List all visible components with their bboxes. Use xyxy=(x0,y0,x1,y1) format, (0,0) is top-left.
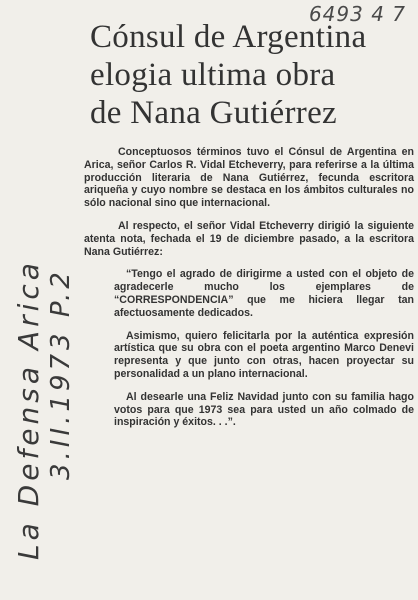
headline-line-2: elogia ultima obra xyxy=(90,57,336,93)
handwritten-margin-note xyxy=(8,40,78,560)
headline xyxy=(90,18,414,132)
handwritten-date: 3.II.1973 P.2 xyxy=(46,268,76,480)
paragraph-quote-3: Al desearle una Feliz Navidad junto con su familia hago votos para que 1973 sea para usted un año colmado de inspiración y éxitos. . .”. xyxy=(114,390,414,429)
paragraph-intro: Conceptuosos términos tuvo el Cónsul de Argentina en Arica, señor Carlos R. Vidal Etcheverry, para referirse a la última producción literaria de Nana Gutiérrez, fecunda escritora ariqueña y cuyo nombre se destaca en los ámbitos culturales no sólo nacional sino que internacional. xyxy=(84,146,414,210)
article xyxy=(84,18,414,439)
headline-line-3: de Nana Gutiérrez xyxy=(90,95,337,131)
paragraph-quote-1: “Tengo el agrado de dirigirme a usted con el objeto de agradecerle mucho los ejemplares de “CORRESPONDENCIA” que me hiciera llegar tan afectuosamente dedicados. xyxy=(114,268,414,319)
paragraph-quote-2: Asimismo, quiero felicitarla por la auténtica expresión artística que su obra con el poeta argentino Marco Denevi representa y que junto con otras, hacen proyectar su personalidad a un plano internacional. xyxy=(114,329,414,380)
headline-line-1: Cónsul de Argentina xyxy=(90,19,367,55)
handwritten-archive-number: 6493 4 7 xyxy=(308,2,406,26)
handwritten-source: La Defensa Arica xyxy=(12,259,45,560)
paragraph-context: Al respecto, el señor Vidal Etcheverry dirigió la siguiente atenta nota, fechada el 19 de diciembre pasado, a la escritora Nana Gutiérrez: xyxy=(84,219,414,258)
